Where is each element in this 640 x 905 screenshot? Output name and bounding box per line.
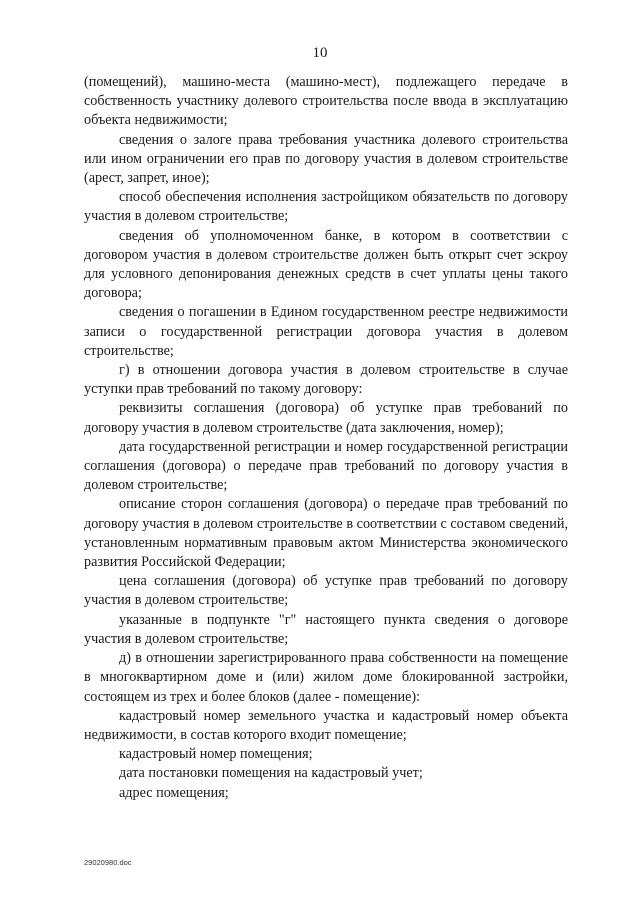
document-file-code: 29020980.doc [84, 858, 132, 867]
paragraph: цена соглашения (договора) об уступке прав требований по договору участия в долевом строительстве; [84, 573, 568, 609]
paragraph: сведения о залоге права требования участника долевого строительства или ином ограничении его прав по договору участия в долевом строительстве (арест, запрет, иное); [84, 131, 568, 187]
paragraph: кадастровый номер земельного участка и кадастровый номер объекта недвижимости, в состав которого входит помещение; [84, 707, 568, 743]
paragraph: д) в отношении зарегистрированного права собственности на помещение в многоквартирном доме и (или) жилом доме блокированной застройки, состоящем из трех и более блоков (далее - помещение): [84, 650, 568, 705]
paragraph: (помещений), машино-места (машино-мест), подлежащего передаче в собственность участнику долевого строительства после ввода в эксплуатацию объекта недвижимости; [84, 74, 568, 129]
paragraph: г) в отношении договора участия в долевом строительстве в случае уступки прав требований по такому договору: [84, 362, 568, 398]
paragraph: указанные в подпункте "г" настоящего пункта сведения о договоре участия в долевом строительстве; [84, 611, 568, 647]
paragraph: дата постановки помещения на кадастровый учет; [119, 765, 423, 782]
paragraph: описание сторон соглашения (договора) о передаче прав требований по договору участия в долевом строительстве в соответствии с составом сведений, установленным нормативным правовым актом Министерства экономического развития Российской Федерации; [84, 496, 568, 571]
paragraph: сведения о погашении в Едином государственном реестре недвижимости записи о государственной регистрации договора участия в долевом строительстве; [84, 304, 568, 359]
paragraph: реквизиты соглашения (договора) об уступке прав требований по договору участия в долевом строительстве (дата заключения, номер); [84, 400, 568, 436]
page-number: 10 [312, 45, 328, 61]
paragraph: сведения об уполномоченном банке, в котором в соответствии с договором участия в долевом строительстве должен быть открыт счет эскроу для условного депонирования денежных средств в счет уплаты цены такого договора; [84, 227, 568, 302]
document-body [84, 73, 568, 803]
paragraph: дата государственной регистрации и номер государственной регистрации соглашения (договора) о передаче прав требований по договору участия в долевом строительстве; [84, 438, 568, 494]
paragraph: кадастровый номер помещения; [119, 746, 313, 763]
paragraph: адрес помещения; [119, 784, 229, 801]
paragraph: способ обеспечения исполнения застройщиком обязательств по договору участия в долевом строительстве; [84, 189, 568, 225]
